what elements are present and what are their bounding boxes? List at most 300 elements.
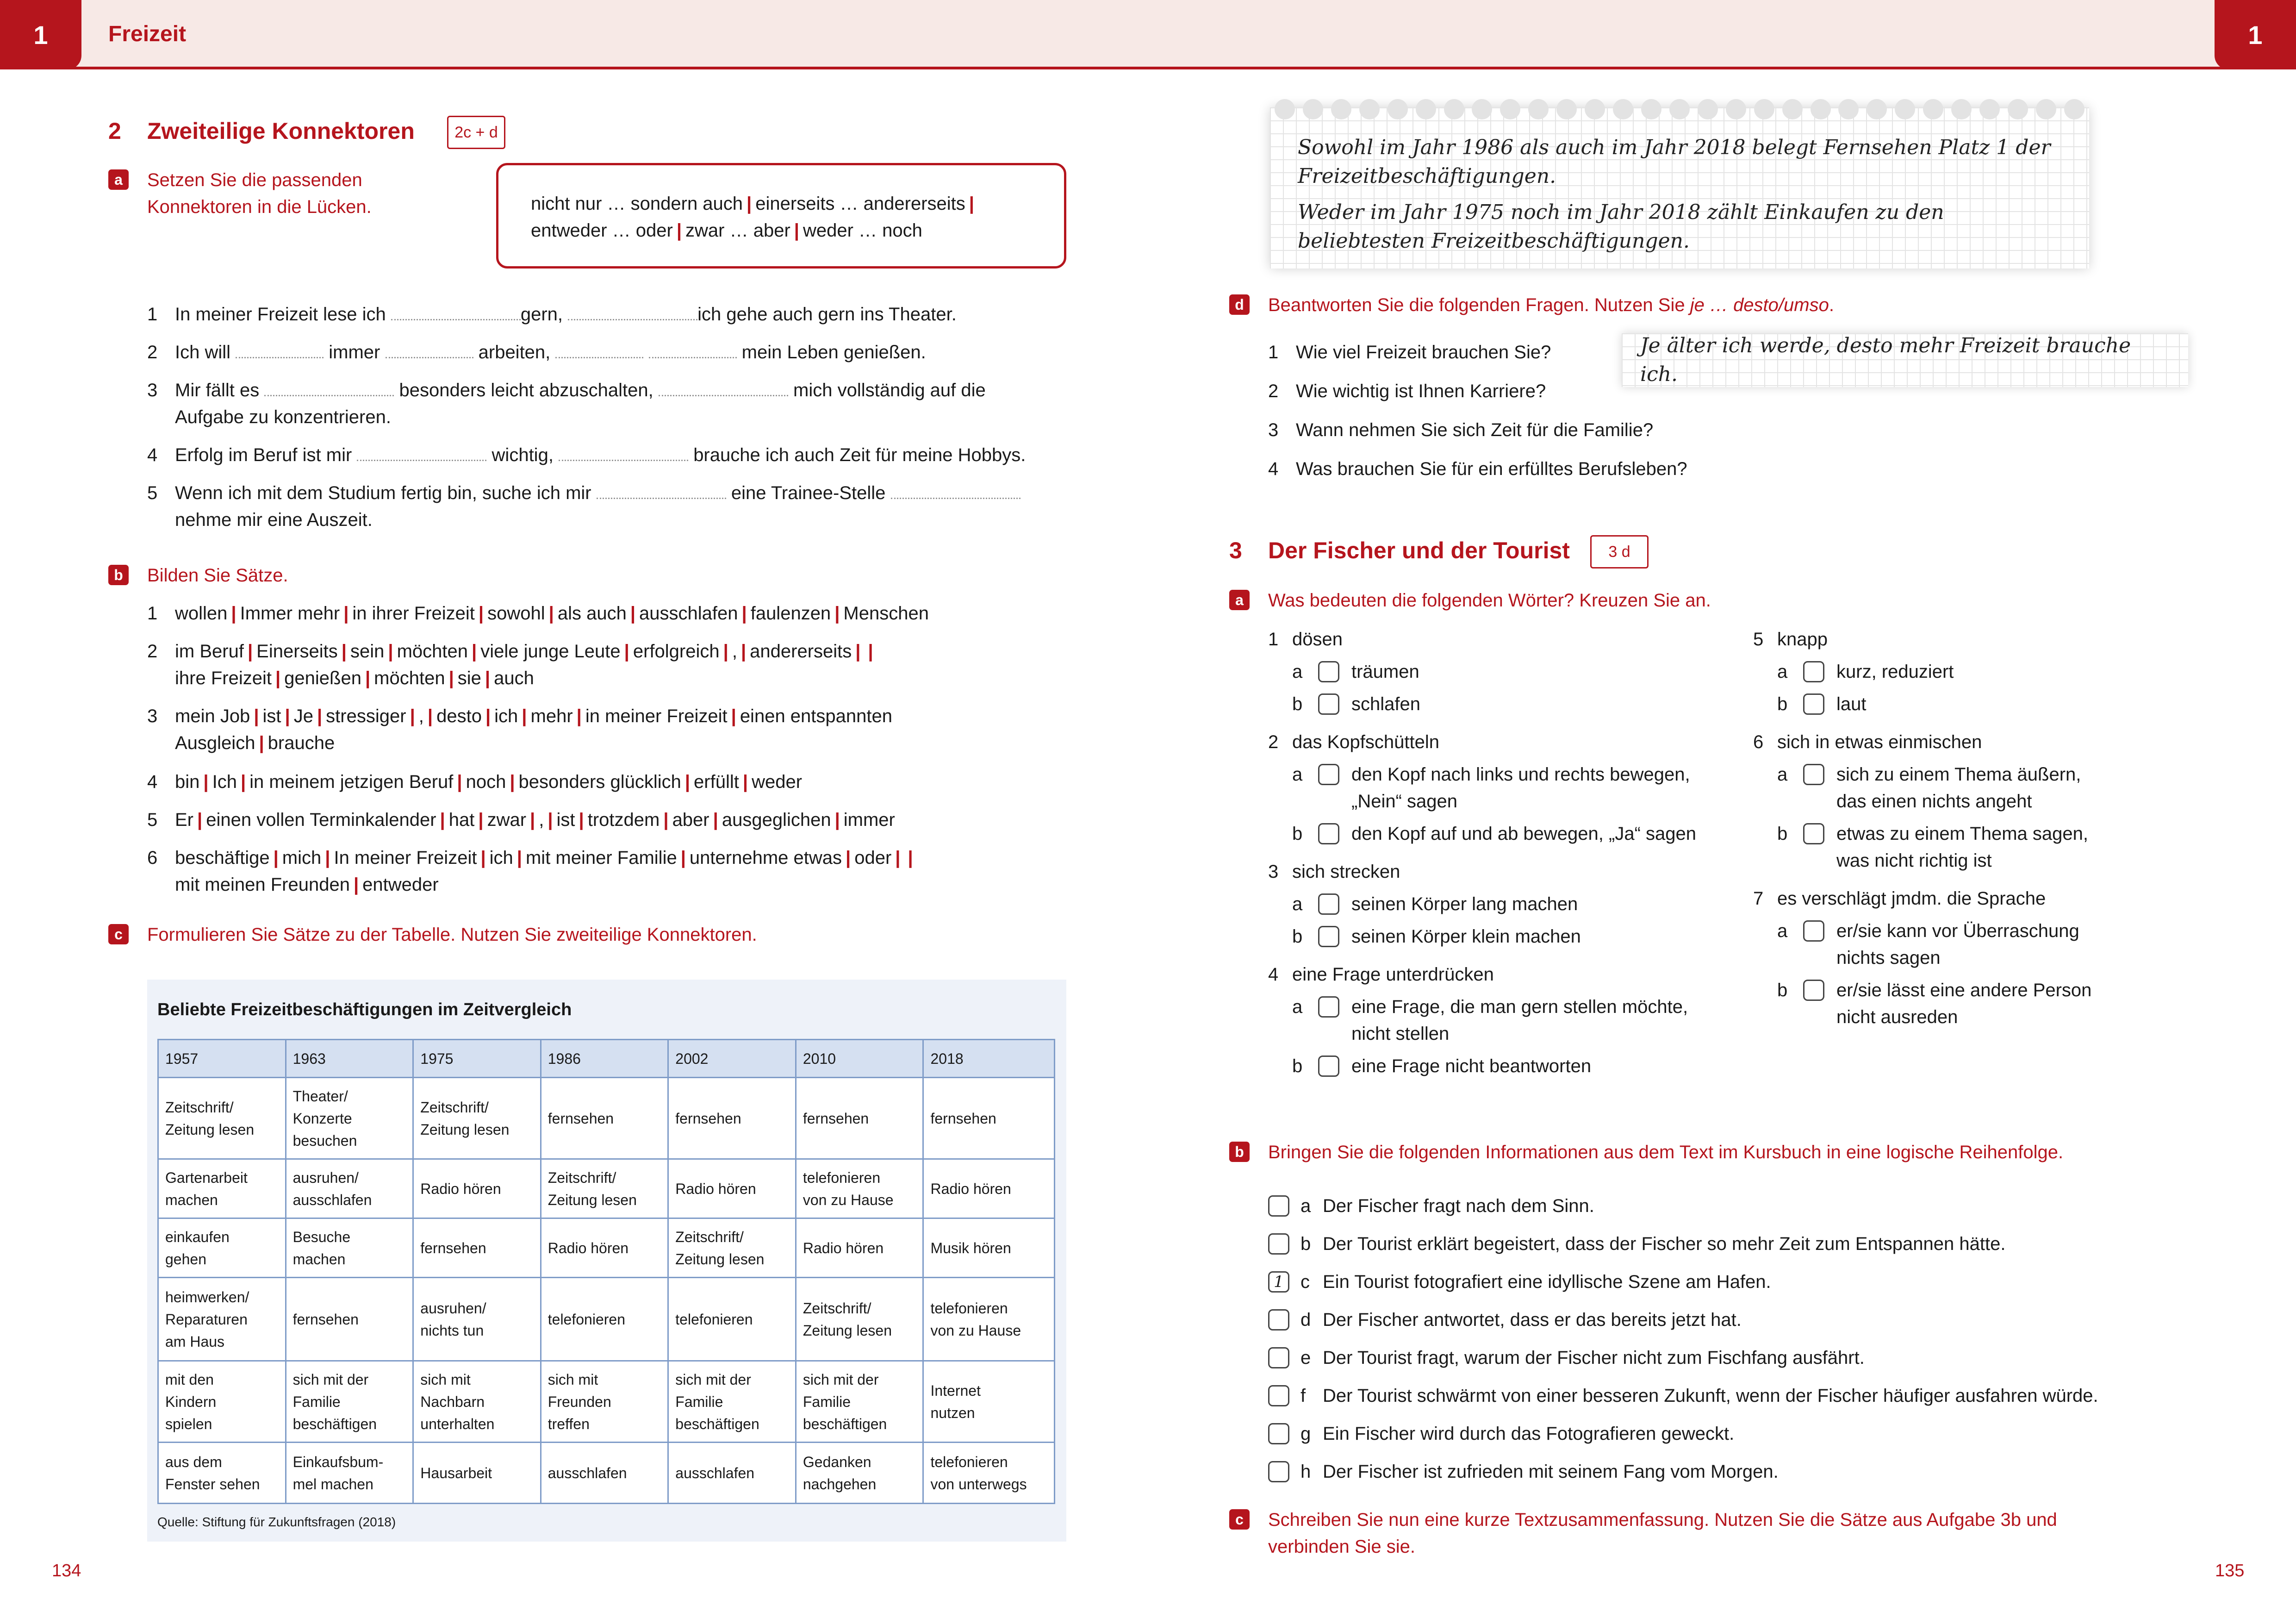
word-number: 7 — [1753, 888, 1764, 909]
word-to-define: sich strecken — [1292, 862, 1400, 882]
item-number: 4 — [147, 772, 158, 792]
exercise-title: Der Fischer und der Tourist — [1268, 537, 1570, 563]
option-letter: b — [1777, 824, 1788, 844]
answer-checkbox[interactable] — [1318, 661, 1339, 682]
question-list — [1268, 339, 1687, 496]
blank-field[interactable] — [357, 444, 486, 461]
word-box: nicht nur … sondern auch | einerseits … andererseits | entweder … oder | zwar … aber | weder … noch — [496, 163, 1066, 269]
separator: | — [317, 706, 323, 726]
item-number: 3 — [1268, 420, 1279, 440]
item-number: 2 — [1268, 381, 1279, 401]
separator: | — [680, 848, 686, 868]
item-text: ich gehe auch gern ins Theater. — [697, 304, 957, 325]
word-chunk: ihre Freizeit — [175, 668, 272, 688]
connector-word: einerseits … andererseits — [755, 194, 965, 214]
chapter-number-left: 1 — [0, 0, 81, 69]
table-cell: Radio hören — [796, 1218, 923, 1278]
example-notepad — [1270, 107, 2089, 269]
task-instruction: Schreiben Sie nun eine kurze Textzusammenfassung. Nutzen Sie die Sätze aus Aufgabe 3b und verbinden Sie sie. — [1268, 1510, 2057, 1557]
separator: | — [530, 810, 535, 830]
item-letter: d — [1300, 1310, 1311, 1330]
blank-field[interactable] — [386, 342, 473, 358]
task-instruction: Bringen Sie die folgenden Informationen aus dem Text im Kursbuch in eine logische Reihenfolge. — [1268, 1142, 2064, 1162]
table-header-cell: 1986 — [541, 1040, 668, 1078]
word-chunk: immer — [843, 810, 895, 830]
separator: | — [478, 603, 484, 624]
item-text: nehme mir eine Auszeit. — [175, 510, 373, 530]
table-cell: Radio hören — [923, 1159, 1055, 1218]
book-reference-text: 3 d — [1608, 543, 1630, 561]
word-chunk: wollen — [175, 603, 228, 624]
table-header-cell: 2002 — [668, 1040, 796, 1078]
item-text: Ein Tourist fotografiert eine idyllische Szene am Hafen. — [1323, 1272, 1771, 1292]
table-cell: Zeitschrift/ Zeitung lesen — [541, 1159, 668, 1218]
separator: | — [365, 668, 371, 688]
table-row — [158, 1361, 1055, 1443]
order-checkbox[interactable] — [1268, 1347, 1289, 1368]
connector-word: nicht nur … sondern auch — [531, 194, 743, 214]
example-sentence: Sowohl im Jahr 1986 als auch im Jahr 2018 belegt Fernsehen Platz 1 der Freizeitbeschäftigungen. — [1298, 136, 2051, 188]
order-checkbox[interactable] — [1268, 1271, 1289, 1293]
word-chunk: trotzdem — [587, 810, 660, 830]
item-text: Der Tourist erklärt begeistert, dass der Fischer so mehr Zeit zum Entspannen hätte. — [1323, 1234, 2006, 1254]
order-checkbox[interactable] — [1268, 1195, 1289, 1217]
item-number: 2 — [147, 641, 158, 662]
blank-field[interactable] — [659, 380, 788, 396]
book-reference-text: 2c + d — [454, 123, 498, 141]
separator: | — [663, 810, 669, 830]
connector-word: weder … noch — [803, 220, 922, 241]
word-chunk: Menschen — [843, 603, 929, 624]
word-chunk: auch — [494, 668, 534, 688]
separator: | — [273, 848, 279, 868]
task-label-b: b — [1229, 1142, 1250, 1162]
option-text: kurz, reduziert — [1836, 662, 1954, 682]
table-cell: sich mit der Familie beschäftigen — [796, 1361, 923, 1443]
item-text: Ein Fischer wird durch das Fotografieren geweckt. — [1323, 1424, 1735, 1444]
word-chunk: mich — [282, 848, 322, 868]
separator: | — [203, 772, 209, 792]
word-chunk: einen vollen Terminkalender — [206, 810, 436, 830]
word-chunk: faulenzen — [750, 603, 831, 624]
order-checkbox[interactable] — [1268, 1461, 1289, 1482]
separator: | — [485, 668, 491, 688]
item-text: arbeiten, — [478, 342, 551, 362]
item-text: Ich will — [175, 342, 231, 362]
word-chunk: in ihrer Freizeit — [352, 603, 475, 624]
item-number: 2 — [147, 342, 158, 362]
answer-checkbox[interactable] — [1803, 980, 1824, 1001]
answer-checkbox[interactable] — [1318, 1056, 1339, 1077]
option-text: laut — [1836, 694, 1867, 714]
option-text: eine Frage nicht beantworten — [1351, 1056, 1592, 1076]
word-chunk: , — [732, 641, 737, 662]
sentence-building-list — [147, 600, 1073, 906]
table-cell: telefonieren von unterwegs — [923, 1443, 1055, 1504]
task-instruction: Was bedeuten die folgenden Wörter? Kreuzen Sie an. — [1268, 590, 1711, 611]
word-chunk: Einerseits — [256, 641, 338, 662]
separator: | — [742, 772, 748, 792]
separator: | — [485, 706, 491, 726]
chapter-header-bar — [0, 0, 2296, 69]
option-letter: a — [1777, 662, 1788, 682]
separator: | — [275, 668, 281, 688]
separator: | — [522, 706, 527, 726]
option-text: er/sie kann vor Überraschung — [1836, 921, 2079, 941]
table-cell: fernsehen — [923, 1078, 1055, 1159]
task-instruction: Bilden Sie Sätze. — [147, 565, 288, 586]
answer-checkbox[interactable] — [1318, 996, 1339, 1018]
table-row — [158, 1443, 1055, 1504]
word-chunk: mit meinen Freunden — [175, 874, 350, 895]
word-chunk: oder — [854, 848, 892, 868]
word-number: 2 — [1268, 732, 1279, 752]
blank-field[interactable] — [555, 342, 643, 358]
separator: | — [440, 810, 445, 830]
answer-checkbox[interactable] — [1803, 764, 1824, 785]
task-label-a: a — [1229, 590, 1250, 610]
table-cell: fernsehen — [286, 1278, 413, 1361]
table-cell: Einkaufsbum- mel machen — [286, 1443, 413, 1504]
table-cell: Zeitschrift/ Zeitung lesen — [158, 1078, 286, 1159]
word-chunk: sie — [457, 668, 481, 688]
word-chunk: Ausgleich — [175, 733, 255, 753]
table-cell: mit den Kindern spielen — [158, 1361, 286, 1443]
table-cell: telefonieren von zu Hause — [923, 1278, 1055, 1361]
blank-field[interactable] — [891, 482, 1020, 499]
separator: | — [908, 848, 913, 868]
separator: | — [895, 848, 901, 868]
item-number: 6 — [147, 848, 158, 868]
word-to-define: sich in etwas einmischen — [1777, 732, 1982, 752]
separator: | — [516, 848, 522, 868]
option-text: „Nein“ sagen — [1351, 791, 1458, 812]
word-chunk: ich — [489, 848, 513, 868]
blank-field[interactable] — [236, 342, 324, 358]
word-to-define: das Kopfschütteln — [1292, 732, 1439, 752]
word-chunk: ausschlafen — [639, 603, 738, 624]
question-text: Was brauchen Sie für ein erfülltes Berufsleben? — [1296, 459, 1687, 479]
word-chunks — [175, 638, 877, 692]
separator: | — [741, 603, 747, 624]
table-cell: Radio hören — [541, 1218, 668, 1278]
separator: | — [353, 874, 359, 895]
option-text: das einen nichts angeht — [1836, 791, 2032, 812]
separator: | — [846, 848, 851, 868]
word-number: 1 — [1268, 629, 1279, 650]
separator: | — [254, 706, 259, 726]
answer-checkbox[interactable] — [1318, 693, 1339, 715]
item-number: 5 — [147, 810, 158, 830]
item-text: Der Tourist fragt, warum der Fischer nicht zum Fischfang ausfährt. — [1323, 1348, 1865, 1368]
item-text: brauche ich auch Zeit für meine Hobbys. — [693, 445, 1026, 465]
table-header-row — [158, 1040, 1055, 1078]
item-number: 5 — [147, 483, 158, 503]
example-sentence: Weder im Jahr 1975 noch im Jahr 2018 zählt Einkaufen zu den beliebtesten Freizeitbeschäftigungen. — [1298, 200, 1944, 253]
option-text: schlafen — [1351, 694, 1420, 714]
word-chunk: ausgeglichen — [722, 810, 831, 830]
item-number: 1 — [147, 304, 158, 325]
word-chunk: viele junge Leute — [480, 641, 621, 662]
page-number-left: 134 — [52, 1561, 81, 1580]
item-text: Der Fischer fragt nach dem Sinn. — [1323, 1196, 1594, 1216]
item-letter: a — [1300, 1196, 1311, 1216]
word-number: 4 — [1268, 964, 1279, 985]
word-chunks — [175, 806, 895, 833]
answer-checkbox[interactable] — [1318, 764, 1339, 785]
item-text: Aufgabe zu konzentrieren. — [175, 407, 391, 427]
word-chunk: brauche — [268, 733, 335, 753]
separator: | — [834, 603, 840, 624]
item-letter: f — [1300, 1386, 1306, 1406]
table-cell: Hausarbeit — [413, 1443, 541, 1504]
book-reference-icon — [447, 116, 505, 149]
option-text: sich zu einem Thema äußern, — [1836, 764, 2081, 785]
item-text: eine Trainee-Stelle — [731, 483, 886, 503]
answer-checkbox[interactable] — [1803, 661, 1824, 682]
blank-field[interactable] — [264, 380, 394, 396]
separator: | — [478, 810, 484, 830]
table-cell: einkaufen gehen — [158, 1218, 286, 1278]
item-letter: h — [1300, 1462, 1311, 1482]
option-letter: b — [1292, 824, 1303, 844]
table-cell: heimwerken/ Reparaturen am Haus — [158, 1278, 286, 1361]
item-text: Der Tourist schwärmt von einer besseren Zukunft, wenn der Fischer häufiger ausfahren würde. — [1323, 1386, 2098, 1406]
item-number: 3 — [147, 380, 158, 400]
table-cell: telefonieren von zu Hause — [796, 1159, 923, 1218]
table-cell: Zeitschrift/ Zeitung lesen — [413, 1078, 541, 1159]
separator: | — [448, 668, 454, 688]
option-letter: a — [1777, 764, 1788, 785]
item-number: 1 — [1268, 342, 1279, 362]
option-letter: a — [1777, 921, 1788, 941]
answer-checkbox[interactable] — [1803, 823, 1824, 844]
table-cell: telefonieren — [668, 1278, 796, 1361]
word-number: 3 — [1268, 862, 1279, 882]
order-mark: 1 — [1274, 1273, 1284, 1291]
item-letter: e — [1300, 1348, 1311, 1368]
option-letter: a — [1292, 764, 1303, 785]
word-chunk: bin — [175, 772, 200, 792]
word-chunk: genießen — [284, 668, 361, 688]
task-label-c: c — [1229, 1509, 1250, 1530]
separator: | — [684, 772, 691, 792]
word-chunk: mit meiner Familie — [525, 848, 677, 868]
order-checkbox[interactable] — [1268, 1423, 1289, 1444]
word-chunk: sein — [350, 641, 385, 662]
table-cell: Besuche machen — [286, 1218, 413, 1278]
word-chunk: Je — [293, 706, 313, 726]
table-row — [158, 1078, 1055, 1159]
word-to-define: es verschlägt jmdm. die Sprache — [1777, 888, 2046, 909]
table-cell: Zeitschrift/ Zeitung lesen — [668, 1218, 796, 1278]
item-text: wichtig, — [492, 445, 554, 465]
table-title: Beliebte Freizeitbeschäftigungen im Zeitvergleich — [157, 1000, 572, 1019]
option-text: den Kopf auf und ab bewegen, „Ja“ sagen — [1351, 824, 1696, 844]
table-header-cell: 2010 — [796, 1040, 923, 1078]
table-cell: Theater/ Konzerte besuchen — [286, 1078, 413, 1159]
answer-checkbox[interactable] — [1803, 693, 1824, 715]
table-panel — [147, 980, 1066, 1542]
blank-field[interactable] — [559, 444, 688, 461]
blank-field[interactable] — [649, 342, 737, 358]
answer-checkbox[interactable] — [1803, 920, 1824, 942]
word-chunk: möchten — [374, 668, 445, 688]
table-cell: ausschlafen — [541, 1443, 668, 1504]
separator: | — [740, 641, 747, 662]
notepad-rings — [1270, 99, 2089, 119]
separator: | — [457, 772, 462, 792]
word-chunk: In meiner Freizeit — [334, 848, 477, 868]
word-chunk: andererseits — [750, 641, 852, 662]
option-text: nicht stellen — [1351, 1024, 1450, 1044]
table-cell: fernsehen — [668, 1078, 796, 1159]
separator: | — [427, 706, 433, 726]
item-text: Der Fischer ist zufrieden mit seinem Fang vom Morgen. — [1323, 1462, 1779, 1482]
word-chunks — [175, 844, 917, 898]
option-text: seinen Körper lang machen — [1351, 894, 1578, 914]
book-reference-icon — [1590, 535, 1649, 568]
blank-field[interactable] — [597, 482, 726, 499]
separator: | — [576, 706, 582, 726]
option-letter: b — [1292, 926, 1303, 947]
question-text: Wie wichtig ist Ihnen Karriere? — [1296, 381, 1546, 401]
chapter-title: Freizeit — [108, 22, 187, 46]
word-chunk: in meinem jetzigen Beruf — [249, 772, 454, 792]
word-chunk: desto — [436, 706, 482, 726]
table-row — [158, 1218, 1055, 1278]
task-instruction: Setzen Sie die passenden Konnektoren in die Lücken. — [147, 170, 372, 217]
order-checkbox[interactable] — [1268, 1309, 1289, 1330]
task-label-c: c — [108, 924, 129, 944]
word-chunk: ist — [556, 810, 575, 830]
option-text: etwas zu einem Thema sagen, — [1836, 824, 2089, 844]
item-number: 4 — [147, 445, 158, 465]
answer-checkbox[interactable] — [1318, 823, 1339, 844]
example-answer — [1622, 333, 2188, 387]
word-chunk: , — [539, 810, 544, 830]
option-letter: b — [1292, 694, 1303, 714]
separator: | — [388, 641, 393, 662]
order-checkbox[interactable] — [1268, 1385, 1289, 1406]
table-cell: sich mit der Familie beschäftigen — [668, 1361, 796, 1443]
table-header-cell: 2018 — [923, 1040, 1055, 1078]
exercise-number: 3 — [1229, 537, 1242, 563]
separator: | — [247, 641, 253, 662]
separator: | — [630, 603, 636, 624]
item-text: Der Fischer antwortet, dass er das bereits jetzt hat. — [1323, 1310, 1742, 1330]
item-number: 3 — [147, 706, 158, 726]
separator: | — [731, 706, 736, 726]
blank-field[interactable] — [391, 304, 521, 320]
item-text: gern, — [520, 304, 563, 325]
option-letter: b — [1292, 1056, 1303, 1076]
word-to-define: dösen — [1292, 629, 1343, 650]
task-label-a: a — [108, 169, 129, 190]
option-letter: a — [1292, 997, 1303, 1017]
task-label-d: d — [1229, 294, 1250, 315]
task-label-b: b — [108, 565, 129, 585]
separator: | — [343, 603, 349, 624]
separator: | — [471, 641, 477, 662]
table-source: Quelle: Stiftung für Zukunftsfragen (2018) — [157, 1515, 396, 1529]
word-chunk: besonders glücklich — [518, 772, 681, 792]
exercise-number: 2 — [108, 118, 121, 144]
word-chunk: im Beruf — [175, 641, 244, 662]
separator: | — [240, 772, 246, 792]
table-header-cell: 1975 — [413, 1040, 541, 1078]
item-text: In meiner Freizeit lese ich — [175, 304, 386, 325]
item-text: besonders leicht abzuschalten, — [399, 380, 653, 400]
table-cell: Internet nutzen — [923, 1361, 1055, 1443]
option-letter: b — [1777, 980, 1788, 1000]
word-chunk: einen entspannten — [740, 706, 892, 726]
table-cell: fernsehen — [413, 1218, 541, 1278]
word-chunk: aber — [672, 810, 709, 830]
connector-word: zwar … aber — [685, 220, 790, 241]
answer-checkbox[interactable] — [1318, 893, 1339, 915]
word-chunk: mein Job — [175, 706, 250, 726]
option-text: den Kopf nach links und rechts bewegen, — [1351, 764, 1690, 785]
word-chunks — [175, 703, 892, 756]
table-cell: Gartenarbeit machen — [158, 1159, 286, 1218]
item-letter: c — [1300, 1272, 1310, 1292]
item-text: Erfolg im Beruf ist mir — [175, 445, 352, 465]
word-to-define: eine Frage unterdrücken — [1292, 964, 1494, 985]
option-letter: a — [1292, 662, 1303, 682]
example-answer-text: Je älter ich werde, desto mehr Freizeit brauche ich. — [1640, 334, 2131, 386]
separator: | — [548, 603, 554, 624]
word-chunk: erfolgreich — [633, 641, 720, 662]
separator: | — [855, 641, 861, 662]
separator: | — [579, 810, 584, 830]
word-chunk: ist — [262, 706, 281, 726]
word-number: 6 — [1753, 732, 1764, 752]
word-number: 5 — [1753, 629, 1764, 650]
word-chunk: Ich — [212, 772, 237, 792]
word-chunk: in meiner Freizeit — [585, 706, 728, 726]
option-letter: a — [1292, 894, 1303, 914]
table-cell: telefonieren — [541, 1278, 668, 1361]
table-header-cell: 1957 — [158, 1040, 286, 1078]
separator: | — [341, 641, 347, 662]
option-text: träumen — [1351, 662, 1419, 682]
separator: | — [834, 810, 840, 830]
separator: | — [259, 733, 264, 753]
answer-checkbox[interactable] — [1318, 926, 1339, 947]
word-chunk: entweder — [362, 874, 439, 895]
table-cell: fernsehen — [796, 1078, 923, 1159]
blank-field[interactable] — [568, 304, 697, 320]
separator: | — [410, 706, 415, 726]
word-chunk: unternehme etwas — [689, 848, 842, 868]
separator: | — [285, 706, 290, 726]
table-cell: fernsehen — [541, 1078, 668, 1159]
word-chunks — [175, 600, 929, 627]
order-checkbox[interactable] — [1268, 1233, 1289, 1255]
table-cell: ausruhen/ ausschlafen — [286, 1159, 413, 1218]
word-chunk: sowohl — [487, 603, 545, 624]
table-header-cell: 1963 — [286, 1040, 413, 1078]
word-to-define: knapp — [1777, 629, 1828, 650]
table-cell: sich mit der Familie beschäftigen — [286, 1361, 413, 1443]
separator: | — [231, 603, 236, 624]
separator: | — [510, 772, 515, 792]
chapter-number-right: 1 — [2215, 0, 2296, 69]
word-chunk: hat — [448, 810, 475, 830]
word-chunk: mehr — [530, 706, 573, 726]
word-chunk: zwar — [487, 810, 527, 830]
